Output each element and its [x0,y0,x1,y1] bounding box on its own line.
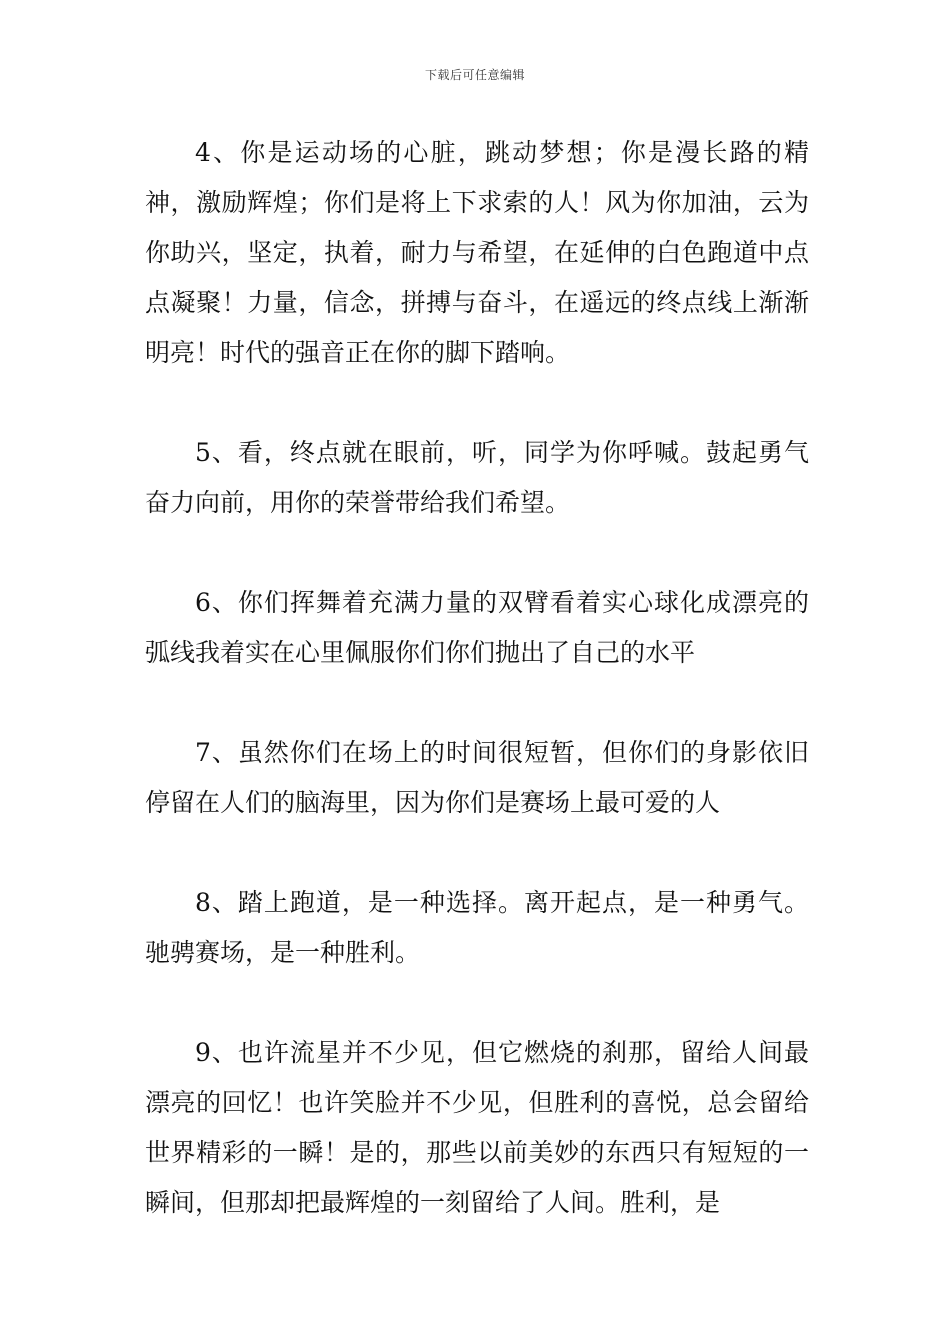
paragraph-6: 6、你们挥舞着充满力量的双臂看着实心球化成漂亮的弧线我着实在心里佩服你们你们抛出了自己的水平 [145,588,809,667]
paragraph-9: 9、也许流星并不少见，但它燃烧的刹那，留给人间最漂亮的回忆！也许笑脸并不少见，但胜利的喜悦，总会留给世界精彩的一瞬！是的，那些以前美妙的东西只有短短的一瞬间，但那却把最辉煌的一刻留给了人间。胜利，是 [145,1038,809,1217]
paragraph-8: 8、踏上跑道，是一种选择。离开起点，是一种勇气。驰骋赛场，是一种胜利。 [145,888,809,967]
page-header-note: 下载后可任意编辑 [424,68,525,82]
paragraph-7: 7、虽然你们在场上的时间很短暂，但你们的身影依旧停留在人们的脑海里，因为你们是赛场上最可爱的人 [145,738,809,817]
paragraph-5: 5、看，终点就在眼前，听，同学为你呼喊。鼓起勇气奋力向前，用你的荣誉带给我们希望。 [145,438,809,517]
paragraph-4: 4、你是运动场的心脏，跳动梦想；你是漫长路的精神，激励辉煌；你们是将上下求索的人！风为你加油，云为你助兴，坚定，执着，耐力与希望，在延伸的白色跑道中点点凝聚！力量，信念，拼搏与奋斗，在遥远的终点线上渐渐明亮！时代的强音正在你的脚下踏响。 [145,138,809,367]
document-body [145,128,809,1278]
